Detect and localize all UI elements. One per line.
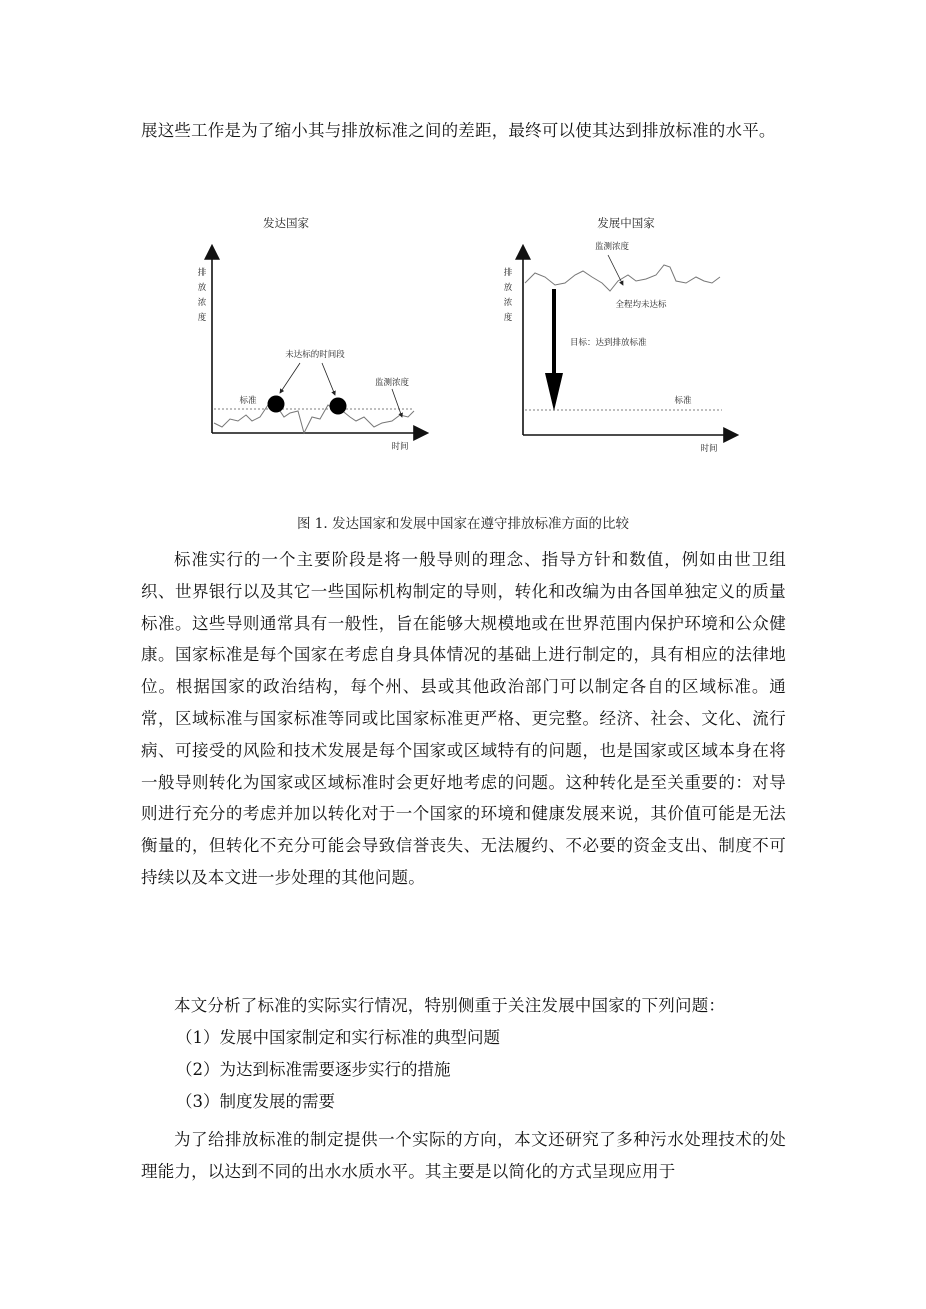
left-xlabel: 时间 [391, 442, 409, 452]
left-ylabel-1: 排 [197, 268, 207, 278]
left-panel [198, 216, 426, 452]
right-monitor-arrow [608, 255, 623, 285]
left-exceed-dot-2 [330, 398, 347, 415]
right-panel-title: 发展中国家 [597, 216, 655, 230]
list-item-2: （2）为达到标准需要逐步实行的措施 [176, 1060, 451, 1079]
left-label-exceed: 未达标的时间段 [285, 350, 345, 360]
right-ylabel-3: 浓 [503, 298, 513, 308]
right-xlabel: 时间 [700, 444, 718, 454]
left-ylabel-4: 度 [197, 313, 207, 323]
top-paragraph: 展这些工作是为了缩小其与排放标准之间的差距，最终可以使其达到排放标准的水平。 [141, 121, 776, 140]
right-label-all-exceed: 全程均未达标 [615, 300, 667, 310]
left-label-monitor: 监测浓度 [374, 378, 410, 388]
left-ylabel-3: 浓 [197, 298, 207, 308]
left-exceed-arrow-1 [280, 363, 300, 393]
left-monitor-arrow [392, 389, 402, 417]
left-exceed-dot-1 [268, 396, 285, 413]
right-label-monitor: 监测浓度 [594, 242, 630, 252]
paragraph-2: 本文分析了标准的实际实行情况，特别侧重于关注发展中国家的下列问题： [174, 996, 726, 1015]
list-item-1: （1）发展中国家制定和实行标准的典型问题 [176, 1028, 500, 1047]
right-monitor-curve [525, 265, 720, 291]
paragraph-1: 标准实行的一个主要阶段是将一般导则的理念、指导方针和数值，例如由世卫组织、世界银行以及其它一些国际机构制定的导则，转化和改编为由各国单独定义的质量标准。这些导则通常具有一般性，旨在能够大规模地或在世界范围内保护环境和公众健康。国家标准是每个国家在考虑自身具体情况的基础上进行制定的，具有相应的法律地位。根据国家的政治结构，每个州、县或其他政治部门可以制定各自的区域标准。通常，区域标准与国家标准等同或比国家标准更严格、更完整。经济、社会、文化、流行病、可接受的风险和技术发展是每个国家或区域特有的问题，也是国家或区域本身在将一般导则转化为国家或区域标准时会更好地考虑的问题。这种转化是至关重要的：对导则进行充分的考虑并加以转化对于一个国家的环境和健康发展来说，其价值可能是无法衡量的，但转化不充分可能会导致信誉丧失、无法履约、不必要的资金支出、制度不可持续以及本文进一步处理的其他问题。 [141, 550, 786, 887]
paragraph-3: 为了给排放标准的制定提供一个实际的方向，本文还研究了多种污水处理技术的处理能力，以达到不同的出水水质水平。其主要是以简化的方式呈现应用于 [141, 1130, 786, 1181]
right-label-goal: 目标：达到排放标准 [570, 338, 647, 348]
right-label-standard: 标准 [674, 396, 692, 406]
left-panel-title: 发达国家 [263, 216, 309, 230]
left-ylabel-2: 放 [197, 283, 207, 293]
comparison-figure [190, 205, 750, 465]
left-label-standard: 标准 [239, 396, 257, 406]
figure-caption: 图 1. 发达国家和发展中国家在遵守排放标准方面的比较 [297, 516, 629, 532]
right-ylabel-4: 度 [503, 313, 513, 323]
right-ylabel-2: 放 [503, 283, 513, 293]
right-panel [504, 216, 736, 454]
figure-diagram [190, 205, 750, 465]
right-goal-arrow-head [545, 373, 563, 411]
left-exceed-arrow-2 [322, 363, 335, 395]
list-item-3: （3）制度发展的需要 [176, 1092, 335, 1111]
right-ylabel-1: 排 [503, 268, 513, 278]
